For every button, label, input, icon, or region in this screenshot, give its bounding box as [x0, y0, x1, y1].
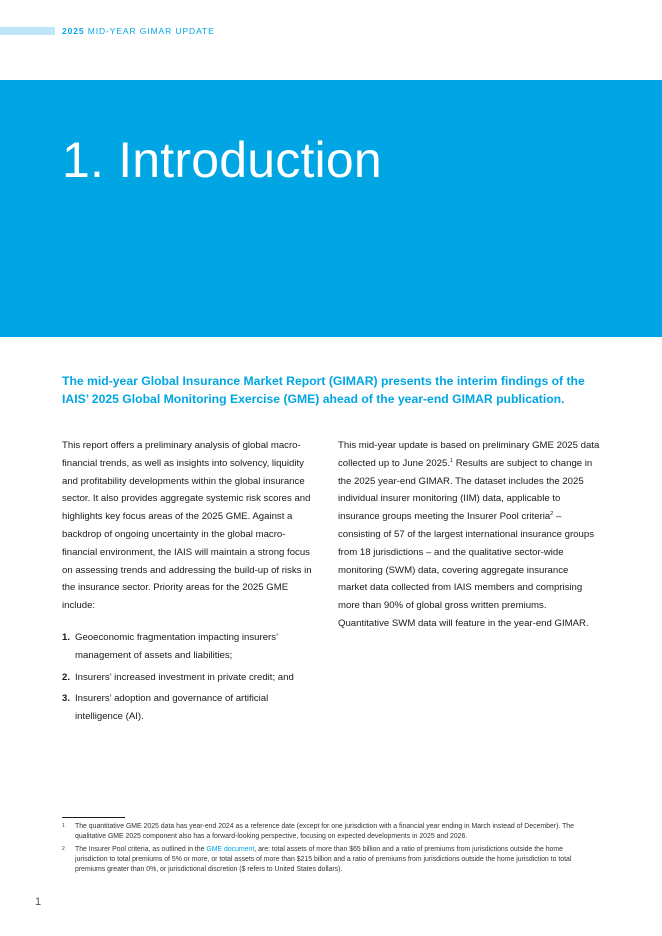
footnote-text: The quantitative GME 2025 data has year-end 2024 as a reference date (except for one jurisdiction with a financial year ending in March instead of December). The qualitative GME 2025 component also has a forward-looking perspective, focusing on expected developments in 2025 and 2026.	[75, 823, 574, 840]
priority-list	[62, 629, 312, 726]
footnote-text-before: The Insurer Pool criteria, as outlined in the	[75, 846, 207, 853]
chapter-title: 1. Introduction	[62, 132, 382, 188]
header-title: MID-YEAR GIMAR UPDATE	[87, 26, 215, 36]
right-text-part-3: – consisting of 57 of the largest international insurance groups from 18 jurisdictions – and the qualitative sector-wide monitoring (SWM) data, covering aggregate insurance market data collected from IAIS members and comprising more than 90% of global gross written premiums. Quantitative SWM data will feature in the year-end GIMAR.	[338, 511, 594, 629]
footnote-divider	[62, 817, 125, 818]
footnote-number: 2	[62, 846, 65, 852]
right-column	[338, 437, 600, 633]
list-item	[62, 690, 312, 726]
list-item	[62, 629, 312, 665]
list-number: 1.	[62, 631, 71, 643]
left-column	[62, 437, 312, 730]
footnote-text-after: , are: total assets of more than $65 billion and a ratio of premiums from jurisdictions outside the home jurisdiction to total premiums of 5% or more, or total assets of more than $215 billion and a ratio of premiums from jurisdictions outside the home jurisdiction to total premiums greater than 0%, or jurisdictional discretion ($ refers to United States dollars).	[75, 846, 572, 873]
footnote-ref-2[interactable]: 2	[550, 511, 554, 518]
lead-paragraph: The mid-year Global Insurance Market Report (GIMAR) presents the interim findings of the IAIS’ 2025 Global Monitoring Exercise (GME) ahead of the year-end GIMAR publication.	[62, 374, 585, 406]
list-number: 3.	[62, 693, 71, 705]
footnote-1	[62, 822, 582, 842]
header-accent-bar	[0, 27, 55, 35]
chapter-banner	[0, 80, 662, 337]
list-item	[62, 669, 312, 687]
footnotes	[62, 822, 582, 878]
list-text: Insurers’ increased investment in private credit; and	[75, 671, 294, 683]
right-text-part-2: Results are subject to change in the 2025 year-end GIMAR. The dataset includes the 2025 individual insurer monitoring (IIM) data, applicable to insurance groups meeting the Insurer Pool criteria	[338, 457, 593, 523]
list-text: Insurers’ adoption and governance of artificial intelligence (AI).	[75, 693, 269, 723]
right-paragraph	[338, 437, 600, 633]
running-header	[62, 26, 215, 36]
page-number: 1	[35, 896, 42, 908]
list-text: Geoeconomic fragmentation impacting insurers’ management of assets and liabilities;	[75, 631, 278, 661]
footnote-number: 1	[62, 823, 65, 829]
footnote-2	[62, 845, 582, 875]
list-number: 2.	[62, 671, 71, 683]
gme-document-link[interactable]: GME document	[206, 846, 255, 853]
footnote-ref-1[interactable]: 1	[450, 457, 454, 464]
left-paragraph: This report offers a preliminary analysis of global macro-financial trends, as well as insights into solvency, liquidity and profitability developments within the global insurance sector. It also provides aggregate systemic risk scores and highlights key focus areas of the 2025 GME. Against a backdrop of ongoing uncertainty in the global macro-financial environment, the IAIS will maintain a strong focus on assessing trends and addressing the build-up of risks in the insurance sector. Priority areas for the 2025 GME include:	[62, 440, 312, 612]
header-year: 2025	[62, 26, 85, 36]
right-text-part-1: This mid-year update is based on preliminary GME 2025 data collected up to June 2025.	[338, 440, 600, 469]
